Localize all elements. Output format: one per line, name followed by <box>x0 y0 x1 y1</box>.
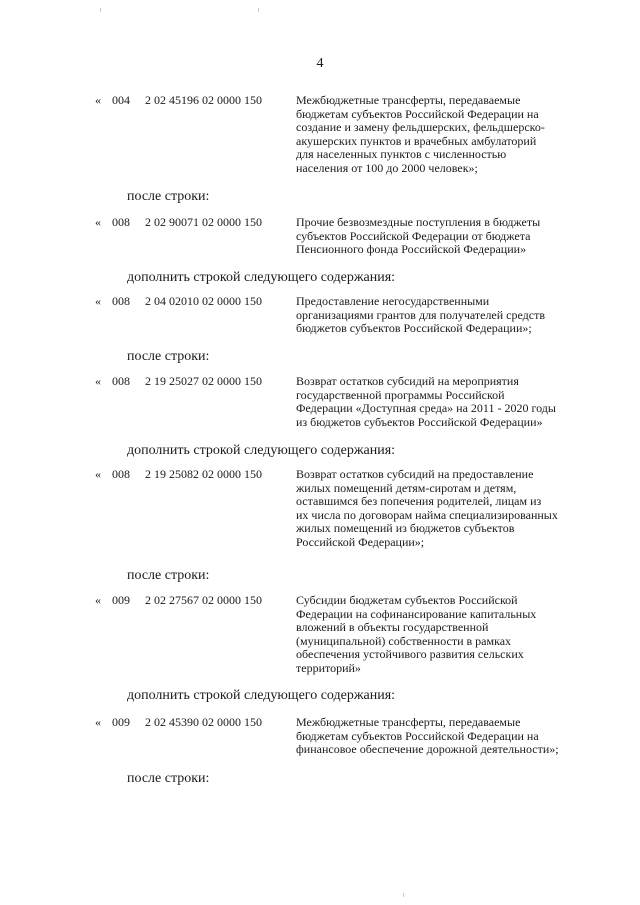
opening-quote: « <box>95 374 101 388</box>
scan-mark <box>258 8 259 12</box>
opening-quote: « <box>95 93 101 107</box>
instruction-text: после строки: <box>127 568 210 583</box>
budget-classification-code: 2 19 25082 02 0000 150 <box>145 467 262 481</box>
revenue-description: Предоставление негосударственными организациями грантов для получателей средств бюджетов субъектов Российской Федерации»; <box>296 294 546 335</box>
opening-quote: « <box>95 215 101 229</box>
revenue-description: Субсидии бюджетам субъектов Российской Федерации на софинансирование капитальных вложений в объекты государственной (муниципальной) собственности в рамках обеспечения устойчивого развития сельских территорий» <box>296 593 537 675</box>
revenue-description: Межбюджетные трансферты, передаваемые бюджетам субъектов Российской Федерации на создание и замену фельдшерских, фельдшерско- акушерских пунктов и врачебных амбулаторий для населенных пунктов с численностью населения от 100 до 2000 человек»; <box>296 93 545 175</box>
opening-quote: « <box>95 467 101 481</box>
budget-classification-code: 2 19 25027 02 0000 150 <box>145 374 262 388</box>
administrator-code: 008 <box>112 374 130 388</box>
budget-classification-code: 2 02 45390 02 0000 150 <box>145 715 262 729</box>
administrator-code: 008 <box>112 294 130 308</box>
revenue-description: Возврат остатков субсидий на мероприятия государственной программы Российской Федерации «Доступная среда» на 2011 - 2020 годы из бюджетов субъектов Российской Федерации» <box>296 374 556 429</box>
instruction-text: после строки: <box>127 771 210 786</box>
scan-mark <box>403 893 404 897</box>
budget-classification-code: 2 02 45196 02 0000 150 <box>145 93 262 107</box>
administrator-code: 009 <box>112 593 130 607</box>
administrator-code: 008 <box>112 467 130 481</box>
administrator-code: 009 <box>112 715 130 729</box>
opening-quote: « <box>95 593 101 607</box>
budget-classification-code: 2 02 27567 02 0000 150 <box>145 593 262 607</box>
instruction-text: дополнить строкой следующего содержания: <box>127 688 396 703</box>
instruction-text: дополнить строкой следующего содержания: <box>127 270 396 285</box>
administrator-code: 008 <box>112 215 130 229</box>
budget-classification-code: 2 04 02010 02 0000 150 <box>145 294 262 308</box>
instruction-text: дополнить строкой следующего содержания: <box>127 443 396 458</box>
opening-quote: « <box>95 294 101 308</box>
scan-mark <box>100 8 101 12</box>
revenue-description: Возврат остатков субсидий на предоставление жилых помещений детям-сиротам и детям, оставшимся без попечения родителей, лицам из их числа по договорам найма специализированных жилых помещений из бюджетов субъектов Российской Федерации»; <box>296 467 558 549</box>
instruction-text: после строки: <box>127 189 210 204</box>
administrator-code: 004 <box>112 93 130 107</box>
budget-classification-code: 2 02 90071 02 0000 150 <box>145 215 262 229</box>
page-number: 4 <box>316 56 324 71</box>
instruction-text: после строки: <box>127 349 210 364</box>
revenue-description: Прочие безвозмездные поступления в бюджеты субъектов Российской Федерации от бюджета Пенсионного фонда Российской Федерации» <box>296 215 541 256</box>
opening-quote: « <box>95 715 101 729</box>
revenue-description: Межбюджетные трансферты, передаваемые бюджетам субъектов Российской Федерации на финансовое обеспечение дорожной деятельности»; <box>296 715 559 756</box>
